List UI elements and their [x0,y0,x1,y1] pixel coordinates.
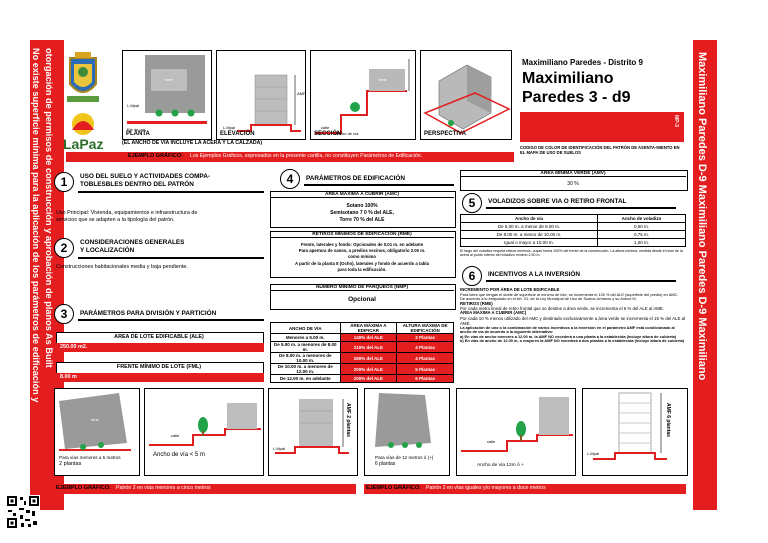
rme-line3: como mínimo [348,254,376,259]
planta-lmpal: L.Mpal [127,103,140,108]
section-1-title1: USO DEL SUELO Y ACTIVIDADES COMPA- [80,173,210,180]
rme-line1: Frente, laterales y fondo: Opcionales de 0.01 m. en adelante [300,242,424,247]
section-1-body1: Uso Principal: Vivienda, equipamientos e infraestructura de [56,210,198,216]
table-cell: 6 Plantas [397,375,454,383]
section-6-title: INCENTIVOS A LA INVERSIÓN [488,271,580,278]
table-cell: De 12.00 m. en adelante [271,375,341,383]
height-table [270,322,454,383]
bottom-panel-1-caption: Para vías menores a 5 metros [59,455,121,460]
section-1-underline [78,191,264,193]
bottom-panel-3-lmpal: L.Mpal [273,446,286,451]
bottom-panel-3-caption: AMF 2 plantas [345,403,351,437]
incentive-text-6: a) En vías de ancho menores a 12.00 m. la AMF NO excederá a una planta a la establecida (incluye altura de cubierta) [460,333,677,339]
section-1-body2: servicios que se adapten a la tipología del patrón. [56,217,175,223]
table-cell: 200% del ALE [340,375,397,383]
elevacion-lmpal: L.Mpal [223,125,236,130]
left-band-line2: otorgación de permisos de construcción y aprobación de planos As Built [44,48,54,368]
coat-of-arms-logo [66,52,100,104]
rme-line2: Para apertura de vanos, a predios vecinos, obligatorio 2.00 m. [298,248,426,253]
seccion-fone: fone [379,77,387,82]
bottom-panel-2 [144,388,264,476]
elevacion-diagram [216,50,306,140]
bottom-panel-4 [364,388,450,476]
fml-value: 8.00 m [60,374,77,380]
bottom-panel-1 [54,388,140,476]
incentive-heading-1: INCREMENTO POR ÁREA DE LOTE EDIFICABLE [460,287,560,292]
section-4-number: 4 [280,169,300,189]
incentive-text-4: Por cada 10 % menos utilizado del AMC y destinado exclusivamente a área verde se incrementa el 15 % del ALE al AME. [460,315,686,326]
table-cell: 0,50 m. [598,223,686,231]
incentive-text-5: La aplicación de uno o la combinación de varios incentivos a la inversión en el parámetro AMF está condicionado al ancho de vía de acuerdo a la siguiente alternativa: [460,324,675,334]
voladizo-table [460,214,686,247]
amc-line3: Torre 70 % del ALE [339,217,385,223]
bottom-panel-2-caption: Ancho de vía < 5 m [153,452,205,458]
incentive-heading-2: RETIROS (RME) [460,300,493,306]
table-cell: 280% del ALE [340,353,397,364]
color-tag: MP-3 [673,115,679,127]
fml-label: FRENTE MÍNIMO DE LOTE (FML) [116,364,202,370]
height-table-head-1: ÁREA MÁXIMA A EDIFICAR [340,323,397,334]
seccion-calle: calle [321,125,330,130]
ale-label: AREA DE LOTE EDIFICABLE (ALE) [114,334,204,340]
rme-label: RETIROS MÍNIMOS DE EDIFICACIÓN (RME) [270,232,454,238]
table-cell: 2 Plantas [397,334,454,342]
la-paz-logo-text: LaPaz [63,136,104,152]
qr-code [6,495,40,529]
district-label: Maximiliano Paredes - Distrito 9 [522,58,643,67]
section-2-body: Construcciones habitacionales media y baja pendiente. [56,264,188,270]
table-cell: De 8.00 m. a menores de 10.00 m. [271,353,341,364]
table-row [271,334,454,342]
section-4-underline [304,184,454,186]
section-2-title2: Y LOCALIZACIÓN [80,247,135,254]
section-1-title2: TOBLESBLES DENTRO DEL PATRÓN [80,181,194,188]
incentive-heading-3: ÁREA MÁXIMA A CUBRIR (AMC) [460,310,527,315]
example-bar-top-text: Los Ejemplos Gráficos, expresados en la presente cartilla, no constituyen Parámetros de Edificación. [190,153,423,159]
height-table-head [271,323,454,334]
height-table-head-0: ANCHO DE VÍA [271,323,341,334]
section-6-number: 6 [462,266,482,286]
amv-value: 30 % [567,181,579,187]
table-cell: 0,75 m. [598,231,686,239]
section-3-title: PARÁMETROS PARA DIVISIÓN Y PARTICIÓN [80,310,217,317]
color-code-note: CODIGO DE COLOR DE IDENTIFICACIÓN DEL PATRÓN DE ASENTA-MIENTO EN EL MAPA DE USO DE SUELOS [520,145,680,155]
title-line1: Maximiliano [522,70,614,87]
bottom-panel-4-caption-b: 6 plantas [375,461,396,467]
planta-label: PLANTA [126,131,150,137]
bottom-panel-5 [456,388,576,476]
section-3-underline [78,319,264,321]
bottom-panel-2-calle: calle [171,433,180,438]
seccion-ancho: Ancho de vía [335,131,359,136]
bottom-panel-6 [582,388,688,476]
left-band-line1: No existe superficie mínima para la aplicación de los parámetros de edificación y [31,48,41,403]
table-cell: 140% del ALE [340,334,397,342]
planta-diagram [122,50,212,140]
fml-value-box [56,373,264,382]
voladizo-head-1: Ancho de voladizo [598,215,686,223]
bottom-panel-1-caption-b: 2 plantas [59,461,82,467]
example-bar-bottom-left-label: EJEMPLO GRÁFICO: [56,485,112,491]
nmp-value: Opcional [348,296,376,303]
planta-fone: fone [165,77,173,82]
la-paz-logo-icon [68,110,98,136]
table-cell: De 5.00 m. a menor de 8.00 m. [461,223,598,231]
section-3-number: 3 [54,304,74,324]
table-row [461,231,686,239]
incentive-text-1: Para lotes que tengan el doble de superficie al mínimo de lote, se incrementa el 100 % del ALE (superficie del predio) en AMC. [460,291,679,297]
incentive-text-2: De acuerdo a lo estipulado en el Art. 31, de la Ley Municipal de Uso de Suelos Urbanos y su Anexo III. [460,296,637,301]
section-2-number: 2 [54,238,74,258]
bottom-panel-3 [268,388,358,476]
table-cell: 4 Plantas [397,342,454,353]
table-row [271,342,454,353]
table-cell: De 10.00 m. a menores de 12.00 m. [271,364,341,375]
table-cell: De 5.00 m. a menores de 8.00 m. [271,342,341,353]
section-6-underline [486,280,676,282]
ale-value: 250.00 m2. [60,344,88,350]
section-2-title1: CONSIDERACIONES GENERALES [80,239,185,246]
incentive-text-7: b) En vías de ancho de 12.00 m. o mayores la AMF NO excederá a dos plantas a la establecida (incluye altura de cubierta) [460,338,685,343]
table-cell: 210% del ALE [340,342,397,353]
voladizo-note: El largo del voladizo respeta retiros mínimos, cuyas forma 100% del frente de la construcción. La altura mínima, medida desde el nivel de la acera al punto inferior del voladizo mínimo 2.50 m. [460,249,683,258]
section-5-underline [486,207,676,209]
section-4-title: PARÁMETROS DE EDIFICACIÓN [306,175,405,182]
right-band-text: Maximiliano Paredes D-9 Maximiliano Paredes D-9 Maximiliano [696,52,708,381]
incentives-block [460,288,686,344]
bottom-panel-6-lmpal: L.Mpal [587,451,600,456]
table-row [271,375,454,383]
amc-label: ÁREA MÁXIMA A CUBRIR (AMC) [270,192,454,198]
table-cell: 200% del ALE [340,364,397,375]
example-bar-bottom-right-label: EJEMPLO GRÁFICO: [366,485,422,491]
amv-label: AREA MINIMA VERDE (AMV) [460,171,686,177]
table-cell: 4 Plantas [397,353,454,364]
table-cell: Igual o mayor a 10.00 m. [461,239,598,247]
seccion-label: SECCIÓN [314,131,342,137]
table-row [461,223,686,231]
table-cell: 1,00 m. [598,239,686,247]
color-code-swatch [520,112,684,142]
voladizo-head [461,215,686,223]
section-5-title: VOLADIZOS SOBRE VIA O RETIRO FRONTAL [488,198,627,205]
nmp-label: NÚMERO MÍNIMO DE PARQUEOS (NMP) [270,285,454,291]
table-row [461,239,686,247]
amc-line1: Sotano 100% [346,203,378,209]
section-1-number: 1 [54,172,74,192]
perspectiva-diagram [420,50,512,140]
table-row [271,364,454,375]
title-line2: Paredes 3 - d9 [522,89,631,106]
elevacion-amf: AMF [297,91,306,96]
seccion-diagram [310,50,416,140]
rme-line4: A partir de la planta 8 (Ocho), laterales y fondo de acuerdo a tabla [294,261,430,266]
table-row [271,353,454,364]
table-cell: Menores a 5.00 m. [271,334,341,342]
amc-line2: Semisotano 7 0 % del ALE, [330,210,394,216]
example-bar-bottom-right-text: Patrón 2 en vías iguales y/o mayores a doce metros [426,485,546,491]
height-table-head-2: ALTURA MÁXIMA DE EDIFICACIÓN [397,323,454,334]
planta-eje: Eje de vía [127,127,145,132]
example-bar-bottom-left-text: Patrón 2 en vías menores a cinco metros [116,485,211,491]
bottom-panel-6-caption: AMF 6 plantas [665,403,671,437]
table-cell: 5 Plantas [397,364,454,375]
via-note: (EL ANCHO DE VIA INCLUYE LA ACERA Y LA CALZADA) [122,140,263,146]
bottom-panel-4-caption: Para vías de 12 metros ó (+) [375,455,434,460]
perspectiva-label: PERSPECTIVA [424,131,466,137]
voladizo-head-0: Ancho de vía [461,215,598,223]
elevacion-label: ELEVACIÓN [220,131,255,137]
section-2-underline [78,257,264,259]
table-cell: De 8.00 m. a menor de 10.00 m. [461,231,598,239]
example-bar-top-label: EJEMPLO GRÁFICO: [128,153,184,159]
rme-line5: para toda la edificación. [337,267,387,272]
bottom-panel-5-calle: calle [487,439,496,444]
section-5-number: 5 [462,193,482,213]
bottom-panel-5-caption: Ancho de vía 12m ó + [477,463,524,468]
bottom-panel-1-fone: fone [91,417,99,422]
incentive-text-3: Por cada metro lineal de retiro frontal que se destine a área verde, se incrementa el 6 % del ALE al AME. [460,306,665,311]
